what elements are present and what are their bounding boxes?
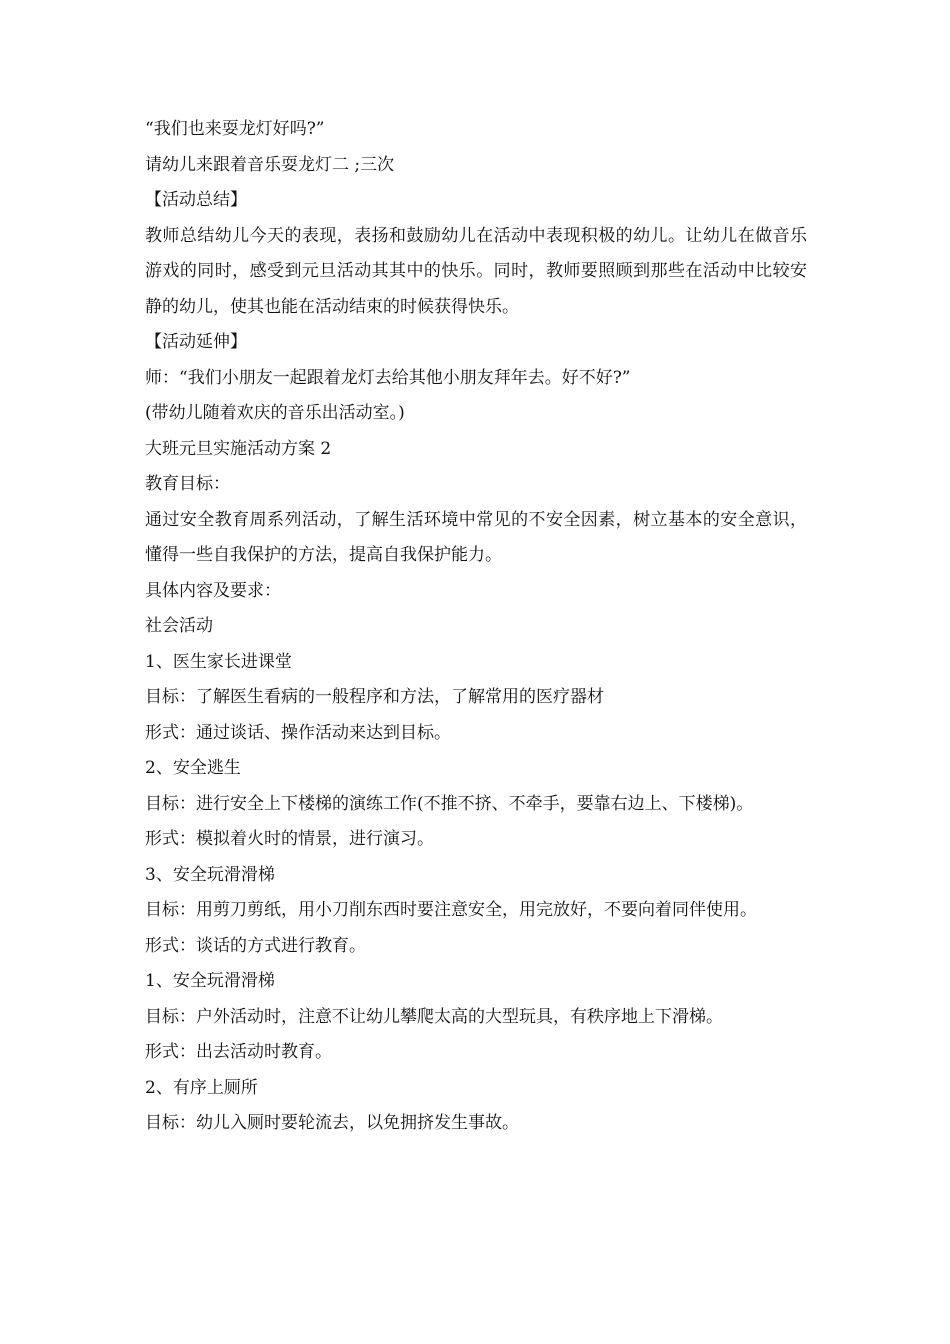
list-item-safe-escape: 2、安全逃生 [145, 758, 241, 778]
list-item-doctor-parents: 1、医生家长进课堂 [145, 651, 292, 672]
heading-education-goals: 教育目标： [145, 474, 230, 494]
paragraph-quote-dragon-lantern: “我们也来耍龙灯好吗?” [145, 119, 325, 139]
goal-doctor-parents: 目标：了解医生看病的一般程序和方法，了解常用的医疗器材 [145, 687, 604, 707]
paragraph-teacher-quote: 师：“我们小朋友一起跟着龙灯去给其他小朋友拜年去。好不好?” [145, 367, 631, 388]
form-safe-slide-1: 形式：出去活动时教育。 [145, 1042, 332, 1062]
form-safe-slide-3: 形式：谈话的方式进行教育。 [145, 935, 366, 956]
list-item-orderly-toilet: 2、有序上厕所 [145, 1077, 258, 1098]
goal-safe-slide-3: 目标：用剪刀剪纸，用小刀削东西时要注意安全，用完放好，不要向着同伴使用。 [145, 900, 757, 920]
paragraph-goals-body: 通过安全教育周系列活动，了解生活环境中常见的不安全因素，树立基本的安全意识，懂得一些自我保护的方法，提高自我保护能力。 [145, 509, 807, 565]
goal-safe-escape: 目标：进行安全上下楼梯的演练工作(不推不挤、不牵手，要靠右边上、下楼梯)。 [145, 793, 754, 814]
list-item-safe-slide-3: 3、安全玩滑滑梯 [145, 864, 275, 885]
document-page [145, 112, 807, 1142]
goal-safe-slide-1: 目标：户外活动时，注意不让幼儿攀爬太高的大型玩具，有秩序地上下滑梯。 [145, 1006, 723, 1027]
form-safe-escape: 形式：模拟着火时的情景，进行演习。 [145, 829, 434, 849]
paragraph-leave-room: (带幼儿随着欢庆的音乐出活动室。) [145, 403, 405, 423]
heading-social-activity: 社会活动 [145, 616, 213, 636]
heading-activity-extension: 【活动延伸】 [145, 332, 247, 352]
form-doctor-parents: 形式：通过谈话、操作活动来达到目标。 [145, 722, 451, 743]
paragraph-play-dragon-lantern: 请幼儿来跟着音乐耍龙灯二 ;三次 [145, 154, 395, 175]
goal-orderly-toilet: 目标：幼儿入厕时要轮流去，以免拥挤发生事故。 [145, 1113, 519, 1133]
heading-activity-summary: 【活动总结】 [145, 190, 247, 210]
heading-content-requirements: 具体内容及要求： [145, 580, 281, 601]
list-item-safe-slide-1: 1、安全玩滑滑梯 [145, 971, 275, 991]
section-title-plan-2: 大班元旦实施活动方案 2 [145, 438, 332, 459]
paragraph-summary-body: 教师总结幼儿今天的表现，表扬和鼓励幼儿在活动中表现积极的幼儿。让幼儿在做音乐游戏的同时，感受到元旦活动其其中的快乐。同时，教师要照顾到那些在活动中比较安静的幼儿，使其也能在活动结束的时候获得快乐。 [145, 225, 807, 317]
